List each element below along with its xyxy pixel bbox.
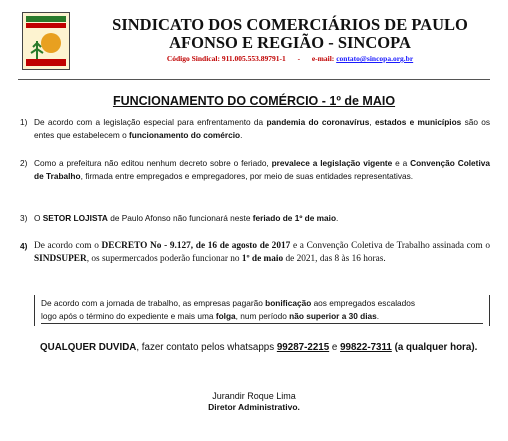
sincopa-logo bbox=[22, 12, 70, 70]
union-name-line1: SINDICATO DOS COMERCIÁRIOS DE PAULO bbox=[112, 15, 468, 34]
contact-line bbox=[80, 54, 500, 63]
signature-block bbox=[0, 391, 508, 413]
item-number: 3) bbox=[20, 213, 28, 223]
item-text: De acordo com o DECRETO No - 9.127, de 16 de agosto de 2017 e a Convenção Coletiva de Trabalho assinada com o SINDSUPER, os supermercados poderão funcionar no 1º de maio de 2021, das 8 às 16 horas. bbox=[34, 241, 490, 264]
signatory-role: Diretor Administrativo. bbox=[208, 402, 300, 412]
document-title: FUNCIONAMENTO DO COMÉRCIO - 1º de MAIO bbox=[112, 94, 396, 108]
item-number: 4) bbox=[20, 241, 28, 251]
union-name-line2: AFONSO E REGIÃO - SINCOPA bbox=[169, 33, 411, 52]
separator: - bbox=[297, 54, 301, 63]
bonus-notice-box bbox=[34, 295, 490, 326]
header-divider bbox=[18, 79, 490, 80]
item-number: 1) bbox=[20, 117, 28, 127]
union-code: Código Sindical: 911.005.553.89791-1 bbox=[166, 54, 286, 63]
item-number: 2) bbox=[20, 158, 28, 168]
email-label: e-mail: bbox=[311, 54, 335, 63]
letterhead bbox=[80, 16, 500, 63]
email-link[interactable]: contato@sincopa.org.br bbox=[336, 54, 414, 63]
bonus-line-2: logo após o término do expediente e mais uma folga, num período não superior a 30 dias. bbox=[41, 310, 483, 324]
item-text: De acordo com a legislação especial para enfrentamento da pandemia do coronavírus, estados e municípios são os entes que estabelecem o funcionamento do comércio. bbox=[34, 117, 490, 140]
signatory-name: Jurandir Roque Lima bbox=[212, 391, 296, 401]
whatsapp-number-1[interactable]: 99287-2215 bbox=[276, 342, 330, 353]
list-item-4 bbox=[20, 240, 490, 265]
whatsapp-number-2[interactable]: 99822-7311 bbox=[340, 342, 392, 353]
list-item-1 bbox=[20, 116, 490, 141]
list-item-3 bbox=[20, 212, 490, 225]
item-text: Como a prefeitura não editou nenhum decreto sobre o feriado, prevalece a legislação vigente e a Convenção Coletiva de Trabalho, firmada entre empregados e empregadores, por meio de suas entidades representativas. bbox=[34, 158, 490, 181]
bonus-line-1: De acordo com a jornada de trabalho, as empresas pagarão bonificação aos empregados escalados bbox=[41, 298, 416, 308]
contact-heading: QUALQUER DUVIDA bbox=[40, 342, 137, 353]
contact-paragraph: QUALQUER DUVIDA, fazer contato pelos whatsapps 99287-2215 e 99822-7311 (a qualquer hora). bbox=[40, 342, 478, 353]
list-item-2 bbox=[20, 157, 490, 182]
item-text: O SETOR LOJISTA de Paulo Afonso não funcionará neste feriado de 1º de maio. bbox=[34, 213, 339, 223]
